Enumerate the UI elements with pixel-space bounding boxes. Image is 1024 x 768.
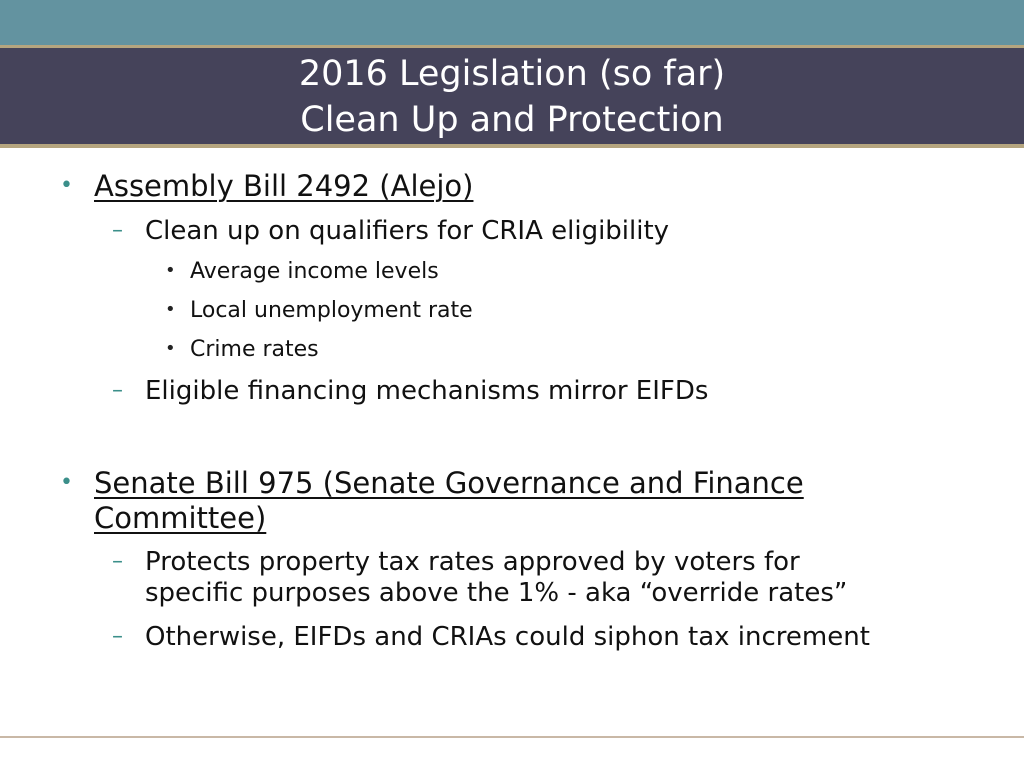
- item-crime-rates: Crime rates: [190, 337, 319, 362]
- senate-bill-heading-line-2: Committee): [94, 501, 267, 535]
- dash-marker-ab-2: –: [112, 378, 123, 403]
- title-bar: [0, 48, 1024, 144]
- senate-bill-heading-line-1: Senate Bill 975 (Senate Governance and Finance: [94, 466, 804, 500]
- footer-divider: [0, 736, 1024, 738]
- slide-title-line-1: 2016 Legislation (so far): [298, 54, 726, 94]
- sb-subpoint-otherwise: Otherwise, EIFDs and CRIAs could siphon tax increment: [145, 622, 870, 652]
- bullet-marker-ab: •: [60, 173, 73, 198]
- title-accent-line: [0, 144, 1024, 148]
- dash-marker-sb-2: –: [112, 624, 123, 649]
- senate-bill-heading[interactable]: [94, 466, 804, 500]
- assembly-bill-heading[interactable]: [94, 169, 473, 203]
- assembly-bill-heading-text: Assembly Bill 2492 (Alejo): [94, 169, 474, 203]
- bullet-marker-unemployment: •: [165, 299, 176, 320]
- senate-bill-heading-cont[interactable]: [94, 501, 266, 535]
- top-band: [0, 0, 1024, 45]
- dash-marker-sb-1: –: [112, 549, 123, 574]
- ab-subpoint-cleanup: Clean up on qualifiers for CRIA eligibility: [145, 216, 670, 246]
- slide-title-line-2: Clean Up and Protection: [300, 100, 724, 140]
- dash-marker-ab-1: –: [112, 218, 123, 243]
- sb-subpoint-protects-line-2: specific purposes above the 1% - aka “override rates”: [145, 578, 848, 608]
- ab-subpoint-financing: Eligible financing mechanisms mirror EIFDs: [145, 376, 709, 406]
- bullet-marker-sb: •: [60, 470, 73, 495]
- bullet-marker-income: •: [165, 260, 176, 281]
- sb-subpoint-protects-line-1: Protects property tax rates approved by voters for: [145, 547, 800, 577]
- item-average-income: Average income levels: [190, 259, 439, 284]
- item-local-unemployment: Local unemployment rate: [190, 298, 473, 323]
- bullet-marker-crime: •: [165, 338, 176, 359]
